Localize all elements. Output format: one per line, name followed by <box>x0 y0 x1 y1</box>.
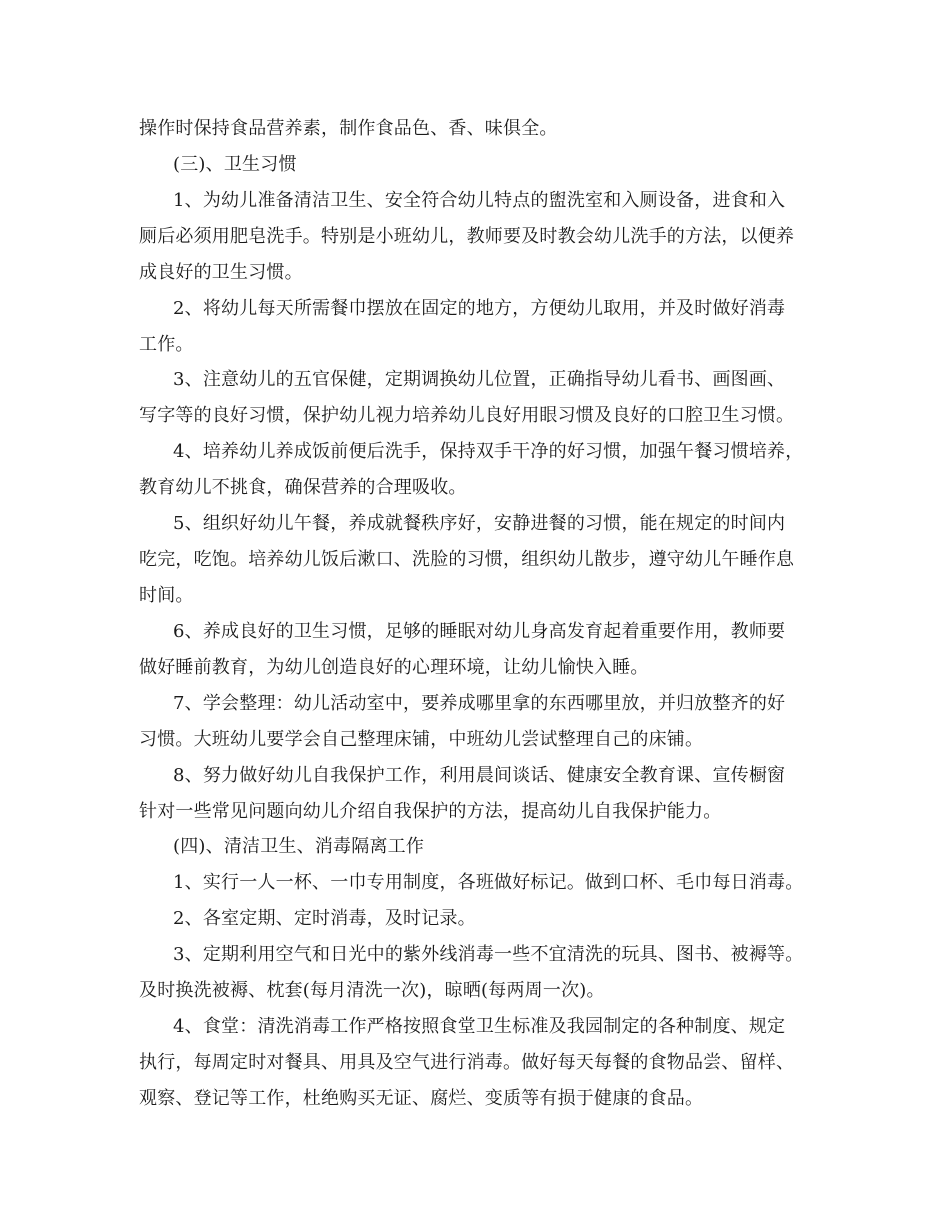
paragraph-line: 针对一些常见问题向幼儿介绍自我保护的方法，提高幼儿自我保护能力。 <box>139 801 722 822</box>
paragraph-line: 8、努力做好幼儿自我保护工作，利用晨间谈话、健康安全教育课、宣传橱窗 <box>173 765 786 786</box>
paragraph-line: 工作。 <box>139 334 194 355</box>
paragraph-line: 6、养成良好的卫生习惯，足够的睡眠对幼儿身高发育起着重要作用，教师要 <box>173 621 786 642</box>
section-heading-disinfection: (四)、清洁卫生、消毒隔离工作 <box>173 836 425 857</box>
paragraph-line: 写字等的良好习惯，保护幼儿视力培养幼儿良好用眼习惯及良好的口腔卫生习惯。 <box>139 405 795 426</box>
paragraph-line: 2、将幼儿每天所需餐巾摆放在固定的地方，方便幼儿取用，并及时做好消毒 <box>173 298 786 319</box>
paragraph-line: 习惯。大班幼儿要学会自己整理床铺，中班幼儿尝试整理自己的床铺。 <box>139 729 704 750</box>
paragraph-line: 2、各室定期、定时消毒，及时记录。 <box>173 908 476 929</box>
paragraph-line: 执行，每周定时对餐具、用具及空气进行消毒。做好每天每餐的食物品尝、留样、 <box>139 1052 795 1073</box>
paragraph-line: 5、组织好幼儿午餐，养成就餐秩序好，安静进餐的习惯，能在规定的时间内 <box>173 513 786 534</box>
paragraph-line: 观察、登记等工作，杜绝购买无证、腐烂、变质等有损于健康的食品。 <box>139 1088 704 1109</box>
paragraph-line: 及时换洗被褥、枕套(每月清洗一次)，晾晒(每两周一次)。 <box>139 980 605 1001</box>
paragraph-line: 3、定期利用空气和日光中的紫外线消毒一些不宜清洗的玩具、图书、被褥等。 <box>173 944 804 965</box>
paragraph-line: 时间。 <box>139 585 194 606</box>
paragraph-line: 成良好的卫生习惯。 <box>139 262 303 283</box>
paragraph-line: 厕后必须用肥皂洗手。特别是小班幼儿，教师要及时教会幼儿洗手的方法，以便养 <box>139 226 795 247</box>
paragraph-line: 做好睡前教育，为幼儿创造良好的心理环境，让幼儿愉快入睡。 <box>139 657 649 678</box>
section-heading-hygiene-habits: (三)、卫生习惯 <box>173 154 297 175</box>
paragraph-line: 教育幼儿不挑食，确保营养的合理吸收。 <box>139 477 467 498</box>
paragraph-line: 3、注意幼儿的五官保健，定期调换幼儿位置，正确指导幼儿看书、画图画、 <box>173 369 786 390</box>
paragraph-line: 1、实行一人一杯、一巾专用制度，各班做好标记。做到口杯、毛巾每日消毒。 <box>173 872 804 893</box>
paragraph-line: 4、食堂：清洗消毒工作严格按照食堂卫生标准及我园制定的各种制度、规定 <box>173 1016 786 1037</box>
paragraph-line: 1、为幼儿准备清洁卫生、安全符合幼儿特点的盥洗室和入厕设备，进食和入 <box>173 190 786 211</box>
paragraph-line: 操作时保持食品营养素，制作食品色、香、味俱全。 <box>139 118 558 139</box>
paragraph-line: 吃完，吃饱。培养幼儿饭后漱口、洗脸的习惯，组织幼儿散步，遵守幼儿午睡作息 <box>139 549 795 570</box>
paragraph-line: 4、培养幼儿养成饭前便后洗手，保持双手干净的好习惯，加强午餐习惯培养， <box>173 441 804 462</box>
paragraph-line: 7、学会整理：幼儿活动室中，要养成哪里拿的东西哪里放，并归放整齐的好 <box>173 693 786 714</box>
